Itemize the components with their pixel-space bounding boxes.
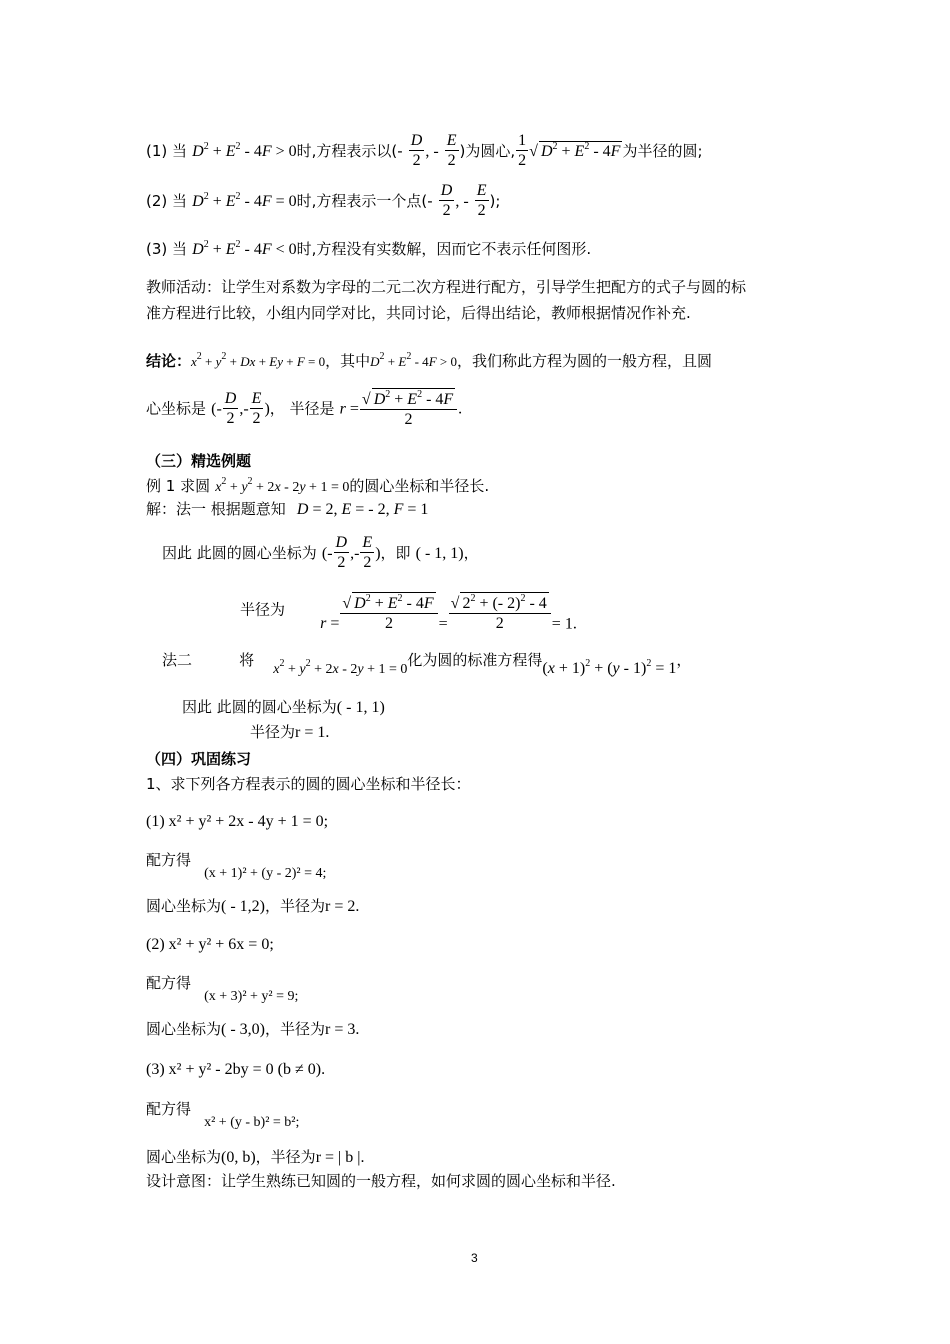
case-1-condition: $D^2 + E^2 - 4F > 0$ <box>192 140 297 160</box>
problem-2-completing-square <box>146 975 298 1004</box>
radius-calc-line: 半径为 r = $\frac{√ D^2 + E^2 - 4F}{2}$ = $\frac{√ 2^2 + (- 2)^2 - 4}{2}$ = 1. <box>240 593 577 633</box>
method-2-center-line <box>182 699 385 716</box>
problem-1-label: 配方得 <box>146 851 192 869</box>
fraction-one-half: $\frac{1}{2}$ <box>518 132 527 170</box>
fraction-e-over-2: $\frac{E}{2}$ <box>362 534 373 572</box>
problem-1-center: ( - 1,2) <box>221 898 265 915</box>
problem-1-radius-label: ，半径为 <box>265 897 326 915</box>
solution-line <box>146 501 428 518</box>
center-label: 心坐标是 <box>146 399 207 418</box>
center-result-line: 因此 此圆的圆心坐标为 (- $\frac{D}{2}$ ,- $\frac{E}{2}$ )，即 ( - 1, 1)， <box>162 534 479 572</box>
case-3-condition: $D^2 + E^2 - 4F < 0$ <box>192 239 297 258</box>
fraction-d-over-2: $\frac{D}{2}$ <box>410 132 423 170</box>
fraction-d-over-2: $\frac{D}{2}$ <box>335 534 348 572</box>
page-number: 3 <box>471 1251 478 1265</box>
method-2-center-label: 因此 此圆的圆心坐标为 <box>182 698 337 716</box>
problem-2-result <box>146 1021 359 1038</box>
problem-1-standard-form: (x + 1)² + (y - 2)² = 4; <box>204 866 327 881</box>
problem-2-radius-label: ，半径为 <box>265 1020 326 1038</box>
radius-fraction: $\frac{√ D^2 + E^2 - 4F}{2}$ <box>360 388 457 430</box>
fraction-d-over-2: $\frac{D}{2}$ <box>224 389 237 427</box>
case-2-condition: $D^2 + E^2 - 4F = 0$ <box>192 190 297 210</box>
fraction-e-over-2: $\frac{E}{2}$ <box>476 182 487 220</box>
case-1-line: (1) 当 $D^2 + E^2 - 4F > 0$时,方程表示以(- $\frac{D}{2}$ , - $\frac{E}{2}$ )为圆心, $\frac{1}{2}$ √ $D^2 + E^2 - 4F$ 为半径的圆; <box>146 132 703 170</box>
problem-2-center-label: 圆心坐标为 <box>146 1020 222 1038</box>
problem-1-result <box>146 898 359 915</box>
radius-label: ， 半径是 <box>269 399 335 418</box>
problem-2-center: ( - 3,0) <box>221 1021 265 1038</box>
radius-r-equals: r = <box>339 400 359 418</box>
case-1-text: 时,方程表示以(- <box>296 141 403 160</box>
case-2-line: (2) 当 $D^2 + E^2 - 4F = 0$时,方程表示一个点(- $\frac{D}{2}$ , - $\frac{E}{2}$ ); <box>146 182 501 220</box>
center-result-label: 因此 此圆的圆心坐标为 <box>162 543 317 562</box>
method-2-radius-value: r = 1. <box>295 724 330 741</box>
case-2-label: (2) 当 <box>146 191 188 210</box>
case-2-text: 时,方程表示一个点(- <box>296 191 433 210</box>
case-2-end: ); <box>489 191 501 210</box>
problem-1-radius: r = 2. <box>325 898 360 915</box>
radius-substituted: $\frac{√ 2^2 + (- 2)^2 - 4}{2}$ <box>449 592 551 634</box>
example-1-label: 例 1 求圆 <box>146 477 211 495</box>
method-2-equation: $x^2 + y^2 + 2x - 2y + 1 = 0$ <box>273 658 408 677</box>
radius-calc-label: 半径为 <box>240 600 286 619</box>
section-4-heading: （四）巩固练习 <box>146 750 252 768</box>
solution-label: 解：法一 根据题意知 <box>146 500 286 518</box>
method-2-end: ， <box>676 651 692 669</box>
teacher-activity-line-1: 教师活动：让学生对系数为字母的二元二次方程进行配方，引导学生把配方的式子与圆的标 <box>146 278 747 296</box>
method-2-verb: 将 <box>239 651 255 669</box>
case-3-line <box>146 240 591 258</box>
method-2-mid: 化为圆的标准方程得 <box>407 651 543 669</box>
method-2-standard-form: $(x + 1)^2 + (y - 1)^2 = 1$ <box>542 658 677 677</box>
problem-3-label: 配方得 <box>146 1100 192 1118</box>
case-1-center-text: )为圆心, <box>459 141 516 160</box>
problem-3-center-label: 圆心坐标为 <box>146 1148 222 1166</box>
method-2-radius-label: 半径为 <box>250 723 296 741</box>
teacher-activity-line-2: 准方程进行比较，小组内同学对比，共同讨论，后得出结论，教师根据情况作补充. <box>146 304 691 322</box>
problem-3-standard-form: x² + (y - b)² = b²; <box>204 1115 300 1130</box>
problem-3-completing-square <box>146 1101 299 1130</box>
problem-3-radius-label: ，半径为 <box>255 1148 316 1166</box>
problem-3-result <box>146 1149 364 1166</box>
conclusion-line-2: 心坐标是 (- $\frac{D}{2}$ ,- $\frac{E}{2}$ )， 半径是 r = $\frac{√ D^2 + E^2 - 4F}{2}$ . <box>146 389 463 429</box>
problem-2-equation: (2) x² + y² + 6x = 0; <box>146 936 274 953</box>
case-3-label: (3) 当 <box>146 240 188 258</box>
radius-formula: $\frac{√ D^2 + E^2 - 4F}{2}$ <box>340 592 437 634</box>
case-1-label: (1) 当 <box>146 141 188 160</box>
problem-3-equation: (3) x² + y² - 2by = 0 (b ≠ 0). <box>146 1061 326 1078</box>
example-1-line <box>146 477 489 495</box>
problem-1-center-label: 圆心坐标为 <box>146 897 222 915</box>
coefficient-values: D = 2, E = - 2, F = 1 <box>296 501 429 518</box>
design-intent: 设计意图：让学生熟练已知圆的一般方程，如何求圆的圆心坐标和半径. <box>146 1172 616 1190</box>
exercise-intro: 1、求下列各方程表示的圆的圆心坐标和半径长： <box>146 775 471 793</box>
conclusion-label: 结论： <box>146 352 192 370</box>
case-3-text: 时,方程没有实数解，因而它不表示任何图形. <box>296 240 592 258</box>
fraction-e-over-2: $\frac{E}{2}$ <box>251 389 262 427</box>
example-1-question: 的圆心坐标和半径长. <box>349 477 490 495</box>
problem-3-radius: r = | b |. <box>315 1149 365 1166</box>
problem-2-radius: r = 3. <box>325 1021 360 1038</box>
fraction-d-over-2: $\frac{D}{2}$ <box>440 182 453 220</box>
case-1-radius-text: 为半径的圆; <box>622 141 703 160</box>
center-result-mid: ，即 <box>380 543 411 562</box>
conclusion-line-1 <box>146 352 712 369</box>
general-equation: $x^2 + y^2 + Dx + Ey + F = 0$ <box>191 351 326 369</box>
problem-1-completing-square <box>146 852 326 881</box>
conclusion-condition: $D^2 + E^2 - 4F > 0$ <box>370 351 457 369</box>
problem-3-center: (0, b) <box>221 1149 256 1166</box>
sqrt-expression: $D^2 + E^2 - 4F$ <box>540 140 621 160</box>
center-result-end: ， <box>463 543 479 562</box>
problem-2-label: 配方得 <box>146 974 192 992</box>
fraction-e-over-2: $\frac{E}{2}$ <box>446 132 457 170</box>
problem-1-equation: (1) x² + y² + 2x - 4y + 1 = 0; <box>146 813 329 830</box>
center-value: ( - 1, 1) <box>415 544 464 562</box>
radius-result: = 1. <box>551 615 577 633</box>
section-3-heading: （三）精选例题 <box>146 452 252 470</box>
method-2-center-value: ( - 1, 1) <box>336 699 385 716</box>
method-2-radius-line <box>250 724 329 741</box>
conclusion-mid: ，其中 <box>325 352 371 370</box>
conclusion-tail: ，我们称此方程为圆的一般方程，且圆 <box>456 352 712 370</box>
example-1-equation: $x^2 + y^2 + 2x - 2y + 1 = 0$ <box>215 476 350 495</box>
method-2-label: 法二 <box>162 651 193 669</box>
problem-2-standard-form: (x + 3)² + y² = 9; <box>204 989 299 1004</box>
method-2-line <box>162 652 691 677</box>
